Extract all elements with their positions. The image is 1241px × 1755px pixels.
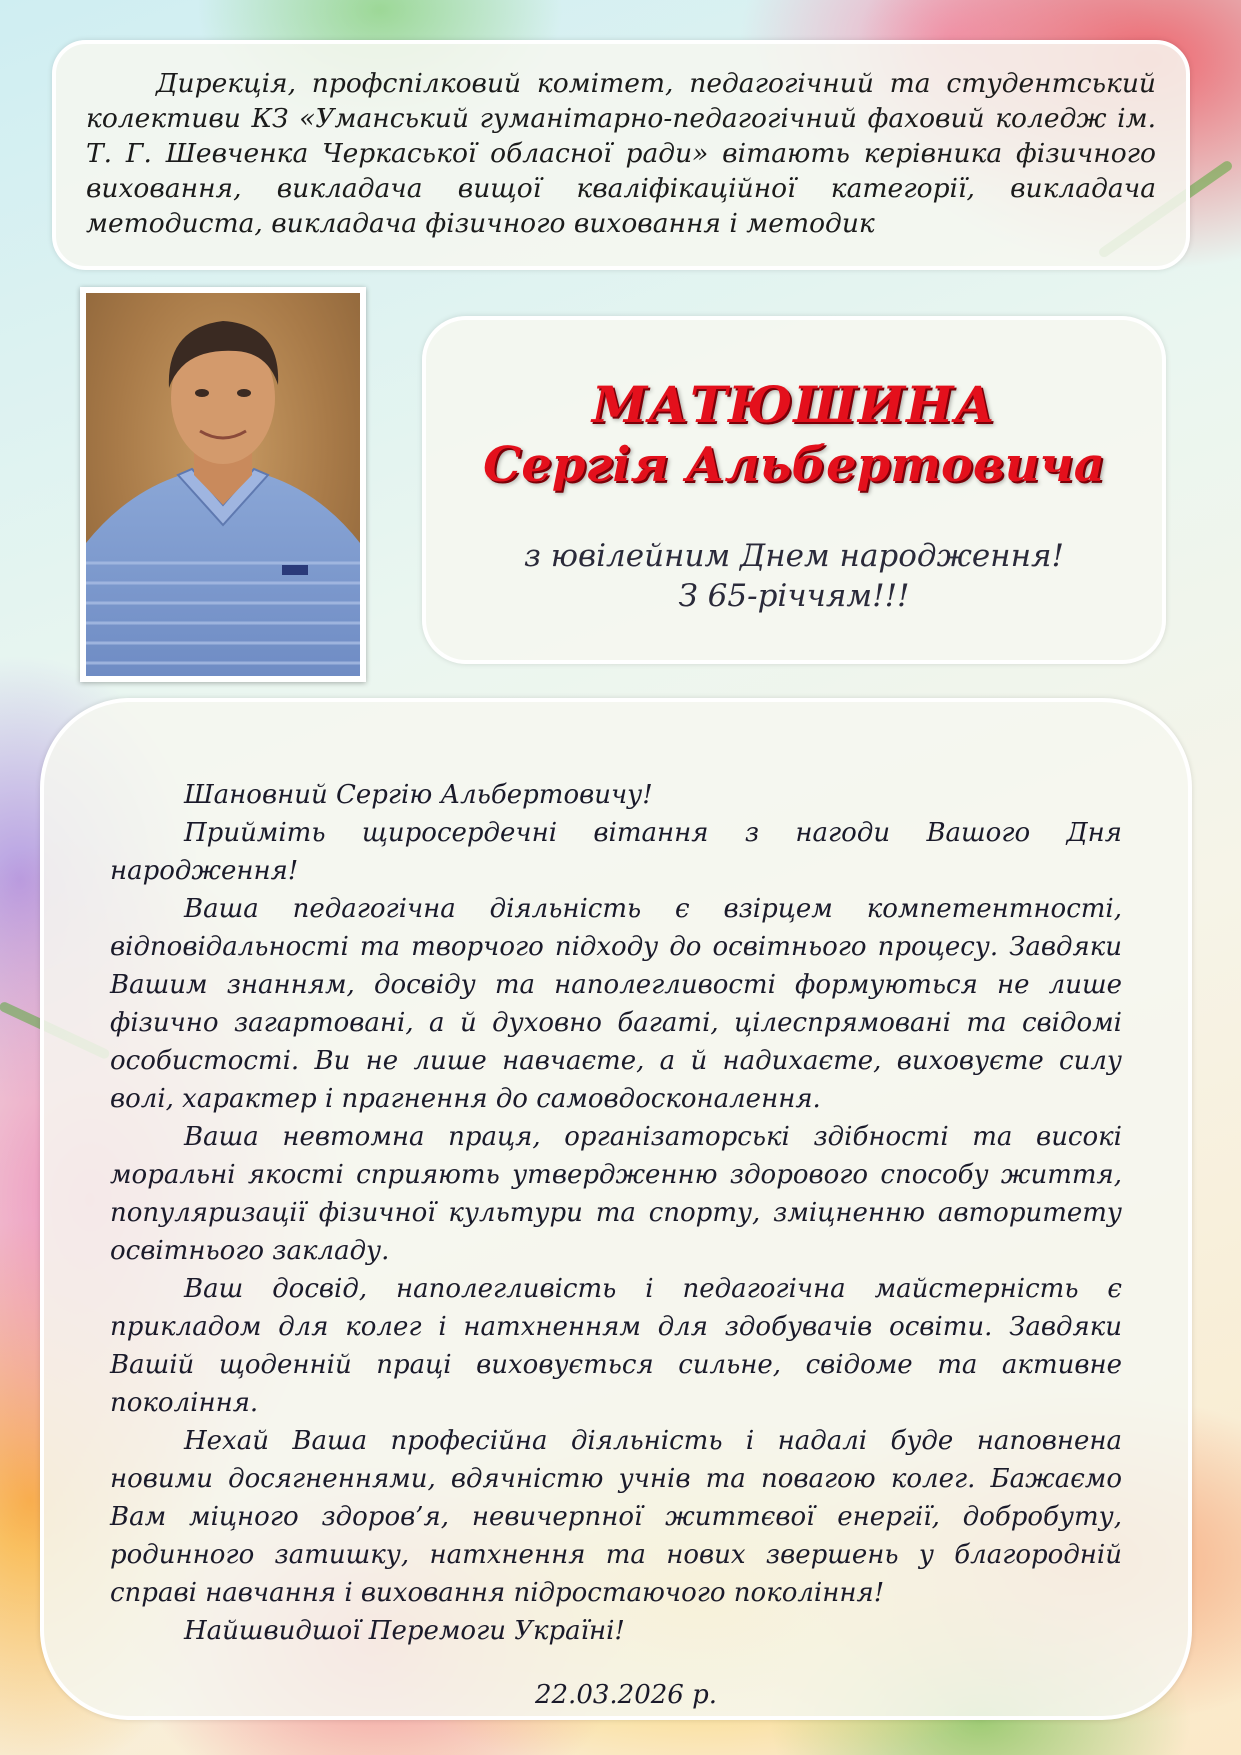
portrait-photo-frame [80, 287, 366, 682]
letter-paragraph: Нехай Ваша професійна діяльність і надалі буде наповнена новими досягненнями, вдячністю учнів та повагою колег. Бажаємо Вам міцного здоров’я, невичерпної життєвої енергії, добробуту, родинного затишку, натхнення та нових звершень у благородній справі навчання і виховання підростаючого покоління! [110, 1426, 1122, 1608]
letter-paragraph: Ваша невтомна праця, організаторські здібності та високі моральні якості сприяють утвердженню здорового способу життя, популяризації фізичної культури та спорту, зміцненню авторитету освітнього закладу. [110, 1122, 1122, 1266]
letter-paragraph: Прийміть щиросердечні вітання з нагоди Вашого Дня народження! [110, 818, 1122, 886]
portrait-photo [86, 293, 360, 676]
header-text: Дирекція, профспілковий комітет, педагогічний та студентський колективи КЗ «Уманський гуманітарно-педагогічний фаховий коледж ім. Т. Г. Шевченка Черкаської обласної ради» вітають керівника фізичного виховання, викладача вищої кваліфікаційної категорії, викладача методиста, викладача фізичного виховання і методик [86, 68, 1156, 239]
honoree-panel [422, 316, 1166, 664]
letter-date: 22.03.2026 р. [534, 1680, 718, 1710]
letter-paragraph: Ваша педагогічна діяльність є взірцем компетентності, відповідальності та творчого підходу до освітнього процесу. Завдяки Вашим знанням, досвіду та наполегливості формуються не лише фізично загартовані, а й духовно багаті, цілеспрямовані та свідомі особистості. Ви не лише навчаєте, а й надихаєте, виховуєте силу волі, характер і прагнення до самовдосконалення. [110, 894, 1122, 1114]
greeting-line-2: З 65-річчям!!! [678, 578, 910, 614]
honoree-given-names: Сергія Альбертовича [483, 437, 1105, 493]
letter-paragraph: Ваш досвід, наполегливість і педагогічна майстерність є прикладом для колег і натхненням для здобувачів освіти. Завдяки Вашій щоденній праці виховується сильне, свідоме та активне покоління. [110, 1274, 1122, 1418]
header-panel [52, 40, 1190, 270]
letter-panel [40, 698, 1192, 1720]
honoree-surname: МАТЮШИНА [591, 375, 997, 434]
greeting-line-1: з ювілейним Днем народження! [524, 538, 1064, 574]
portrait-illustration [86, 293, 360, 676]
letter-salutation: Шановний Сергію Альбертовичу! [184, 780, 653, 810]
letter-closing: Найшвидшої Перемоги Україні! [184, 1616, 625, 1646]
